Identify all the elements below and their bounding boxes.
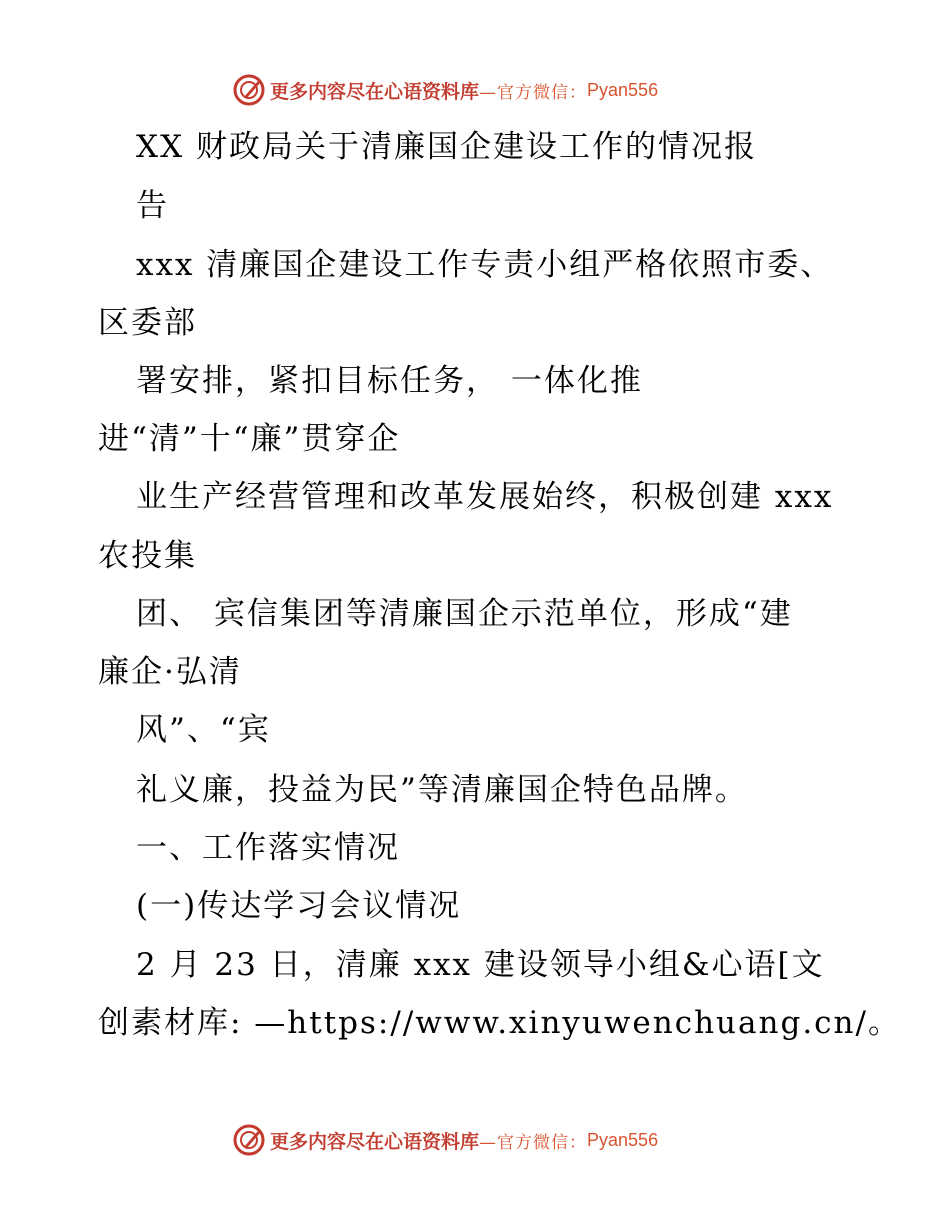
banner-wechat-id: Pyan556: [587, 79, 659, 100]
paragraph-line: 廉企·弘清: [98, 654, 242, 690]
paragraph-line: 农投集: [98, 538, 197, 574]
footer-watermark-banner: [232, 1120, 658, 1160]
subsection-heading: (一)传达学习会议情况: [136, 888, 462, 924]
paragraph-line: xxx 清廉国企建设工作专责小组严格依照市委、: [136, 247, 834, 283]
paragraph-line: 团、 宾信集团等清廉国企示范单位，形成“建: [136, 596, 793, 632]
brand-logo-icon: [232, 1123, 266, 1157]
paragraph-line: 署安排，紧扣目标任务， 一体化推: [136, 363, 643, 399]
banner-main-text: 更多内容尽在心语资料库: [270, 80, 480, 103]
paragraph-line: 2 月 23 日，清廉 xxx 建设领导小组&心语[文: [136, 947, 825, 983]
banner-sub-text: —官方微信：: [479, 82, 588, 103]
brand-logo-icon: [232, 73, 266, 107]
paragraph-line-with-url: 创素材库: —https://www.xinyuwenchuang.cn/。: [98, 1005, 901, 1041]
banner-main-text: 更多内容尽在心语资料库: [270, 1130, 480, 1153]
paragraph-line: 业生产经营管理和改革发展始终，积极创建 xxx: [136, 479, 834, 515]
paragraph-line: 区委部: [98, 305, 197, 341]
paragraph-line: 礼义廉，投益为民”等清廉国企特色品牌。: [136, 772, 748, 808]
document-title-line-1: XX 财政局关于清廉国企建设工作的情况报: [136, 129, 757, 165]
paragraph-line: 风”、“宾: [136, 712, 271, 748]
banner-wechat-id: Pyan556: [587, 1129, 659, 1150]
header-watermark-banner: [232, 70, 658, 110]
banner-sub-text: —官方微信：: [479, 1132, 588, 1153]
paragraph-line: 进“清”十“廉”贯穿企: [98, 421, 401, 457]
document-title-line-2: 告: [136, 188, 169, 224]
section-heading: 一、工作落实情况: [136, 830, 400, 866]
